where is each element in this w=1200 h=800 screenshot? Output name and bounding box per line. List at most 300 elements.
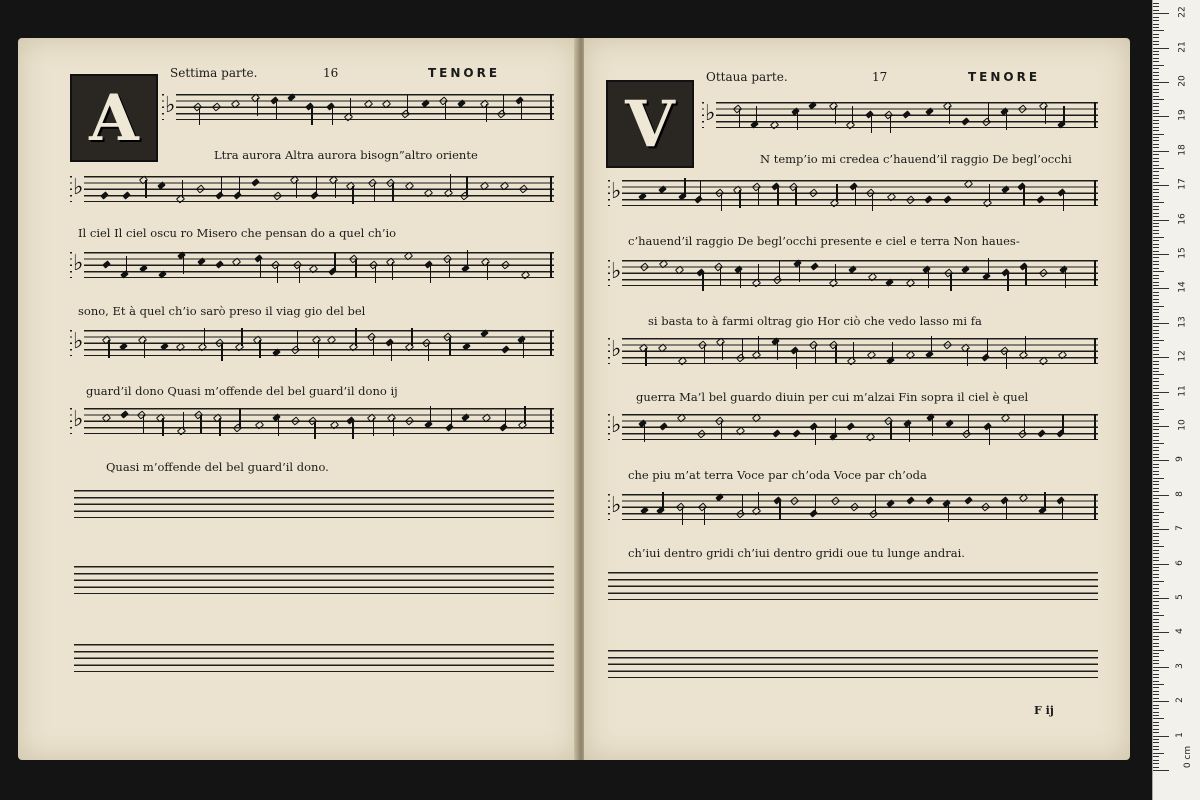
music-note (1039, 101, 1048, 110)
ruler-tick (1153, 736, 1169, 737)
note-stem (852, 106, 853, 124)
note-stem (200, 415, 201, 433)
music-note (1001, 186, 1010, 194)
ruler-tick (1153, 457, 1159, 458)
ruler-tick (1153, 502, 1159, 503)
note-stem (795, 187, 796, 205)
note-stem (449, 259, 450, 277)
ruler-tick (1153, 350, 1159, 351)
music-note (751, 183, 760, 192)
music-note (962, 429, 971, 438)
note-stem (853, 342, 854, 360)
music-note (515, 96, 524, 104)
music-note (790, 347, 799, 355)
lyric-line: guerra Ma’l bel guardo diuin per cui m’alzai Fin sopra il ciel è quel (636, 390, 1029, 404)
ruler-tick (1153, 388, 1159, 389)
music-note (789, 183, 798, 192)
note-stem (335, 180, 336, 198)
ruler-number: 4 (1174, 628, 1185, 635)
music-note (734, 266, 743, 274)
music-note (193, 103, 202, 112)
note-stem (722, 342, 723, 360)
note-stem (1024, 415, 1025, 433)
music-note (138, 336, 147, 345)
note-stem (241, 328, 242, 346)
ruler-tick (1153, 615, 1164, 616)
ruler-tick (1153, 374, 1164, 375)
music-note (961, 344, 970, 353)
ruler-tick (1153, 543, 1159, 544)
music-note (212, 103, 221, 112)
music-note (983, 198, 992, 207)
clef-icon: ♭ (705, 101, 716, 126)
ruler-tick (1153, 61, 1159, 62)
note-stem (445, 101, 446, 119)
note-stem (392, 262, 393, 280)
note-stem (932, 418, 933, 436)
ruler-tick (1153, 134, 1164, 135)
music-note (1039, 506, 1048, 514)
ruler-number: 19 (1177, 109, 1188, 122)
music-note (198, 342, 207, 351)
note-stem (909, 424, 910, 442)
music-note (158, 270, 167, 278)
music-note (215, 261, 224, 269)
clef-icon: ♭ (73, 407, 84, 432)
music-note (461, 264, 470, 272)
clef-icon: ♭ (73, 175, 84, 200)
page-number: 16 (323, 66, 339, 80)
music-note (291, 345, 300, 354)
ruler-tick (1153, 526, 1159, 527)
ruler-tick (1153, 423, 1159, 424)
music-note (983, 423, 992, 431)
ruler-tick (1153, 206, 1159, 207)
music-note (657, 506, 666, 514)
ruler-tick (1153, 295, 1159, 296)
note-stem (355, 259, 356, 277)
ruler-tick (1153, 560, 1159, 561)
music-note (675, 503, 684, 512)
ruler-tick (1153, 622, 1159, 623)
note-stem (872, 193, 873, 211)
note-stem (332, 107, 333, 125)
music-note (828, 101, 837, 110)
measuring-ruler (1152, 0, 1200, 800)
ruler-tick (1153, 491, 1159, 492)
note-stem (391, 343, 392, 361)
ruler-tick (1153, 13, 1169, 14)
music-note (733, 186, 742, 195)
note-stem (931, 336, 932, 354)
music-note (1000, 108, 1009, 116)
music-note (405, 417, 414, 426)
note-stem (948, 504, 949, 522)
music-note (518, 420, 527, 429)
note-stem (257, 98, 258, 116)
music-note (732, 105, 741, 114)
bar-line (1094, 338, 1096, 364)
note-stem (1063, 106, 1064, 124)
note-stem (644, 424, 645, 442)
note-stem (758, 492, 759, 510)
ruler-tick (1153, 165, 1159, 166)
note-stem (987, 339, 988, 357)
ruler-tick (1153, 326, 1159, 327)
ruler-tick (1153, 612, 1159, 613)
note-stem (836, 184, 837, 202)
music-note (829, 341, 838, 350)
music-note (139, 264, 148, 272)
ruler-tick (1153, 546, 1164, 547)
music-note (253, 336, 262, 345)
music-note (231, 100, 240, 109)
note-stem (524, 406, 525, 424)
ruler-tick (1153, 158, 1159, 159)
ruler-tick (1153, 471, 1159, 472)
ruler-tick (1153, 110, 1159, 111)
music-note (866, 432, 875, 441)
note-stem (143, 415, 144, 433)
note-stem (989, 184, 990, 202)
music-note (886, 500, 895, 508)
ruler-tick (1153, 361, 1159, 362)
note-stem (144, 340, 145, 358)
music-note (273, 191, 282, 200)
note-stem (392, 183, 393, 201)
music-note (497, 109, 506, 118)
ruler-tick (1153, 103, 1159, 104)
music-note (309, 264, 318, 273)
music-note (849, 182, 858, 190)
music-note (980, 503, 989, 512)
ruler-number: 18 (1177, 144, 1188, 156)
ruler-number: 10 (1177, 419, 1188, 431)
music-note (982, 117, 991, 126)
ruler-tick (1153, 347, 1159, 348)
music-note (233, 423, 242, 432)
music-note (194, 411, 203, 420)
signature-mark: F ij (1034, 704, 1054, 717)
music-note (866, 189, 875, 198)
ruler-tick (1153, 519, 1159, 520)
music-note (829, 432, 838, 440)
note-stem (684, 178, 685, 196)
note-stem (350, 98, 351, 116)
music-note (658, 344, 667, 353)
ruler-tick (1153, 608, 1159, 609)
ruler-tick (1153, 385, 1159, 386)
ruler-tick (1153, 196, 1159, 197)
music-note (1019, 350, 1028, 359)
note-stem (316, 177, 317, 195)
music-note (480, 329, 489, 337)
ruler-tick (1153, 722, 1159, 723)
ruler-tick (1153, 677, 1159, 678)
ruler-tick (1153, 251, 1159, 252)
ruler-number: 5 (1174, 594, 1185, 600)
note-stem (126, 256, 127, 274)
ruler-tick (1153, 650, 1164, 651)
music-note (829, 278, 838, 287)
note-stem (704, 345, 705, 363)
note-stem (892, 342, 893, 360)
music-note (944, 269, 953, 278)
music-note (254, 420, 263, 429)
ruler-tick (1153, 426, 1169, 427)
music-note (868, 272, 877, 281)
ruler-tick (1153, 116, 1169, 117)
open-book (18, 38, 1130, 768)
ruler-number: 21 (1177, 40, 1188, 53)
music-note (480, 182, 489, 191)
clef-icon: ♭ (611, 179, 622, 204)
note-stem (278, 418, 279, 436)
music-note (443, 333, 452, 342)
note-stem (503, 95, 504, 113)
music-note (293, 261, 302, 270)
music-note (735, 426, 744, 435)
note-stem (486, 104, 487, 122)
part-label: Ottaua parte. (706, 70, 788, 84)
note-stem (739, 109, 740, 127)
note-stem (318, 340, 319, 358)
note-stem (183, 256, 184, 274)
music-note (961, 117, 970, 125)
ruler-tick (1153, 595, 1159, 596)
ruler-tick (1153, 529, 1169, 530)
ruler-tick (1153, 75, 1159, 76)
ruler-tick (1153, 182, 1159, 183)
ruler-tick (1153, 632, 1169, 633)
music-note (809, 189, 818, 198)
ruler-number: 6 (1174, 559, 1185, 566)
music-staff (608, 414, 1098, 440)
ruler-number: 8 (1174, 490, 1185, 497)
music-note (386, 258, 395, 267)
music-note (422, 339, 431, 348)
ruler-tick (1153, 216, 1159, 217)
lyric-line: N temp’io mi credea c’hauend’il raggio De begl’occhi (760, 152, 1072, 166)
lyric-line: che piu m’at terra Voce par ch’oda Voce par ch’oda (628, 468, 927, 482)
music-note (715, 493, 724, 501)
ruler-tick (1153, 79, 1159, 80)
music-note (772, 429, 781, 437)
note-stem (467, 250, 468, 268)
note-stem (239, 177, 240, 195)
note-stem (219, 418, 220, 436)
ruler-tick (1153, 718, 1164, 719)
note-stem (297, 331, 298, 349)
note-stem (1025, 336, 1026, 354)
ruler-tick (1153, 171, 1159, 172)
ruler-tick (1153, 536, 1159, 537)
ruler-tick (1153, 484, 1159, 485)
music-note (925, 350, 934, 358)
clef-icon: ♭ (73, 251, 84, 276)
note-stem (967, 348, 968, 366)
music-note (847, 356, 856, 365)
voice-title: TENORE (968, 70, 1041, 84)
music-note (120, 270, 129, 278)
music-note (215, 191, 224, 199)
music-note (716, 337, 725, 346)
bar-line (1094, 180, 1096, 206)
note-stem (334, 253, 335, 271)
ruler-tick (1153, 522, 1159, 523)
bar-line (1094, 414, 1096, 440)
ruler-tick (1153, 282, 1159, 283)
ruler-tick (1153, 209, 1159, 210)
music-note (438, 97, 447, 106)
note-stem (1023, 187, 1024, 205)
music-note (658, 186, 667, 194)
music-note (139, 175, 148, 184)
music-note (943, 341, 952, 350)
music-note (346, 182, 355, 191)
ruler-tick (1153, 48, 1169, 49)
note-stem (183, 412, 184, 430)
note-stem (742, 495, 743, 513)
ruler-tick (1153, 161, 1159, 162)
ruler-tick (1153, 488, 1159, 489)
note-stem (890, 115, 891, 133)
note-stem (108, 340, 109, 358)
note-stem (662, 492, 663, 510)
note-stem (239, 409, 240, 427)
ruler-tick (1153, 237, 1164, 238)
music-note (677, 413, 686, 422)
music-note (903, 420, 912, 428)
music-note (925, 108, 934, 116)
note-stem (407, 95, 408, 113)
ruler-tick (1153, 92, 1159, 93)
ruler-tick (1153, 705, 1159, 706)
note-stem (1006, 112, 1007, 130)
ruler-tick (1153, 395, 1159, 396)
note-stem (835, 264, 836, 282)
initial-letter: V (625, 86, 675, 162)
music-note (750, 120, 759, 128)
ruler-tick (1153, 712, 1159, 713)
music-note (387, 414, 396, 423)
music-note (964, 179, 973, 188)
music-note (867, 350, 876, 359)
music-note (382, 100, 391, 109)
lyric-line: Quasi m’offende del bel guard’il dono. (106, 460, 329, 474)
note-stem (1045, 106, 1046, 124)
music-note (982, 272, 991, 280)
ruler-number: 15 (1177, 247, 1188, 259)
ruler-tick (1153, 340, 1164, 341)
ruler-tick (1153, 409, 1164, 410)
ruler-tick (1153, 10, 1159, 11)
music-note (424, 420, 433, 428)
note-stem (949, 106, 950, 124)
music-note (715, 417, 724, 426)
lyric-line: si basta to à farmi oltrag gio Hor ciò che vedo lasso mi fa (648, 314, 982, 328)
bar-line (1094, 494, 1096, 520)
note-stem (796, 351, 797, 369)
music-note (884, 111, 893, 120)
note-stem (875, 495, 876, 513)
note-stem (758, 264, 759, 282)
music-note (697, 503, 706, 512)
music-note (328, 267, 337, 275)
music-note (926, 413, 935, 421)
note-stem (700, 181, 701, 199)
ruler-tick (1153, 440, 1159, 441)
note-stem (521, 101, 522, 119)
empty-staff (608, 650, 1098, 678)
ruler-tick (1153, 684, 1164, 685)
music-note (736, 353, 745, 362)
note-stem (199, 107, 200, 125)
music-note (102, 336, 111, 345)
music-note (639, 192, 648, 200)
music-note (906, 496, 915, 504)
ruler-tick (1153, 288, 1169, 289)
note-stem (277, 265, 278, 283)
music-note (271, 261, 280, 270)
note-stem (296, 180, 297, 198)
ruler-tick (1153, 271, 1164, 272)
music-note (771, 337, 780, 345)
music-note (1057, 189, 1066, 197)
ruler-tick (1153, 378, 1159, 379)
music-note (1002, 269, 1011, 277)
ruler-tick (1153, 433, 1159, 434)
music-note (347, 417, 356, 425)
note-stem (1065, 270, 1066, 288)
note-stem (466, 177, 467, 195)
ruler-tick (1153, 567, 1159, 568)
note-stem (355, 328, 356, 346)
ruler-tick (1153, 82, 1169, 83)
note-stem (352, 186, 353, 204)
note-stem (777, 187, 778, 205)
note-stem (145, 180, 146, 198)
music-note (254, 254, 263, 262)
music-note (659, 423, 668, 431)
ruler-tick (1153, 306, 1164, 307)
note-stem (204, 328, 205, 346)
note-stem (221, 177, 222, 195)
music-note (501, 261, 510, 270)
note-stem (721, 421, 722, 439)
ruler-tick (1153, 192, 1159, 193)
music-note (480, 100, 489, 109)
right-page (584, 38, 1130, 760)
music-staff (70, 408, 554, 434)
ruler-tick (1153, 515, 1159, 516)
ruler-tick (1153, 436, 1159, 437)
ruler-tick (1153, 354, 1159, 355)
ruler-tick (1153, 27, 1159, 28)
music-note (752, 413, 761, 422)
ruler-tick (1153, 37, 1159, 38)
ruler-tick (1153, 213, 1159, 214)
music-note (520, 270, 529, 279)
note-stem (373, 418, 374, 436)
music-note (846, 423, 855, 431)
ruler-tick (1153, 244, 1159, 245)
ruler-tick (1153, 412, 1159, 413)
decorated-initial-a (70, 74, 158, 162)
ruler-tick (1153, 333, 1159, 334)
note-stem (682, 507, 683, 525)
music-note (1056, 496, 1065, 504)
